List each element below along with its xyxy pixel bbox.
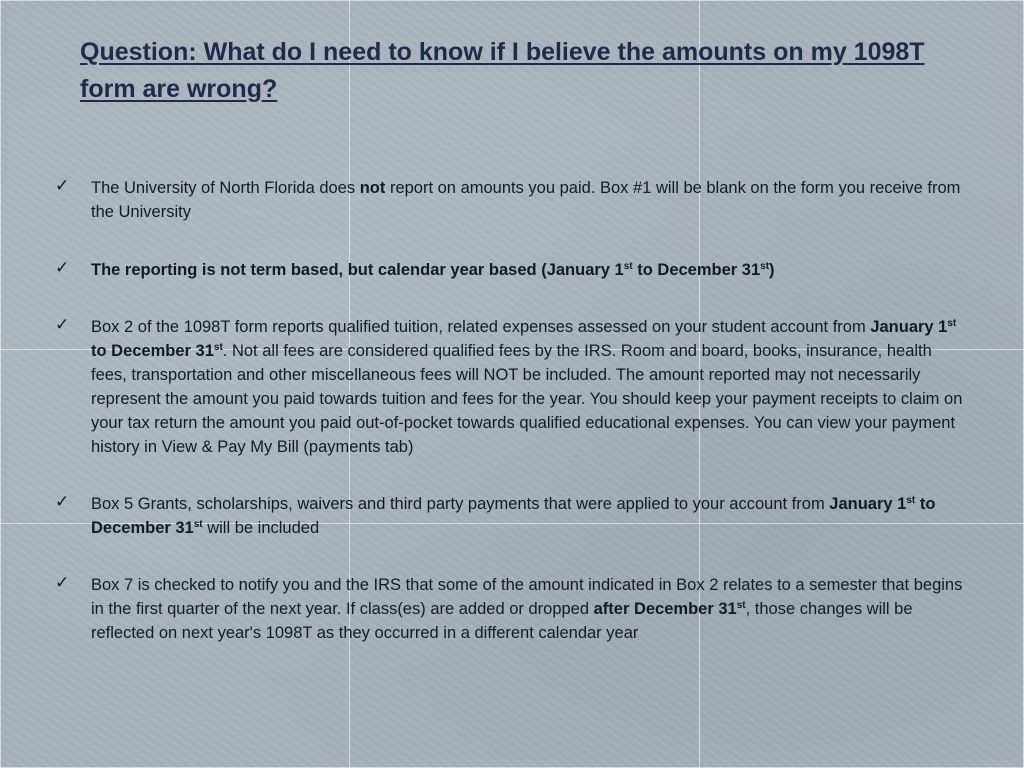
checkmark-icon: ✓ bbox=[55, 176, 70, 196]
bullet-item-box7: ✓ Box 7 is checked to notify you and the IRS that some of the amount indicated in Box 2 relates to a semester that begins in the first quarter of the next year. If class(es) are added or dropped after December 31st, those changes will be reflected on next year's 1098T as they occurred in a different calendar year bbox=[55, 573, 963, 642]
checkmark-icon: ✓ bbox=[55, 492, 70, 512]
grid-line bbox=[0, 0, 1024, 1]
slide-title: Question: What do I need to know if I believe the amounts on my 1098T form are wrong? bbox=[80, 38, 925, 103]
bullet-item-box2: ✓ Box 2 of the 1098T form reports qualified tuition, related expenses assessed on your student account from January 1st to December 31st. Not all fees are considered qualified fees by the IRS. Room and board, books, insurance, health fees, transportation and other miscellaneous fees will NOT be included. The amount reported may not necessarily represent the amount you paid towards tuition and fees for the year. You should keep your payment receipts to claim on your tax return the amount you paid out-of-pocket towards qualified educational expenses. You can view your payment history in View & Pay My Bill (payments tab) bbox=[55, 315, 963, 456]
checkmark-icon: ✓ bbox=[55, 258, 70, 278]
bullet-item-box5: ✓ Box 5 Grants, scholarships, waivers and third party payments that were applied to your account from January 1st to December 31st will be included bbox=[55, 492, 936, 537]
bullet-item-box1: ✓ The University of North Florida does not report on amounts you paid. Box #1 will be blank on the form you receive from the University bbox=[55, 176, 961, 221]
checkmark-icon: ✓ bbox=[55, 315, 70, 335]
checkmark-icon: ✓ bbox=[55, 573, 70, 593]
bullet-item-calendar-year: ✓ The reporting is not term based, but calendar year based (January 1st to December 31st) bbox=[55, 258, 775, 279]
grid-line bbox=[0, 0, 1, 768]
